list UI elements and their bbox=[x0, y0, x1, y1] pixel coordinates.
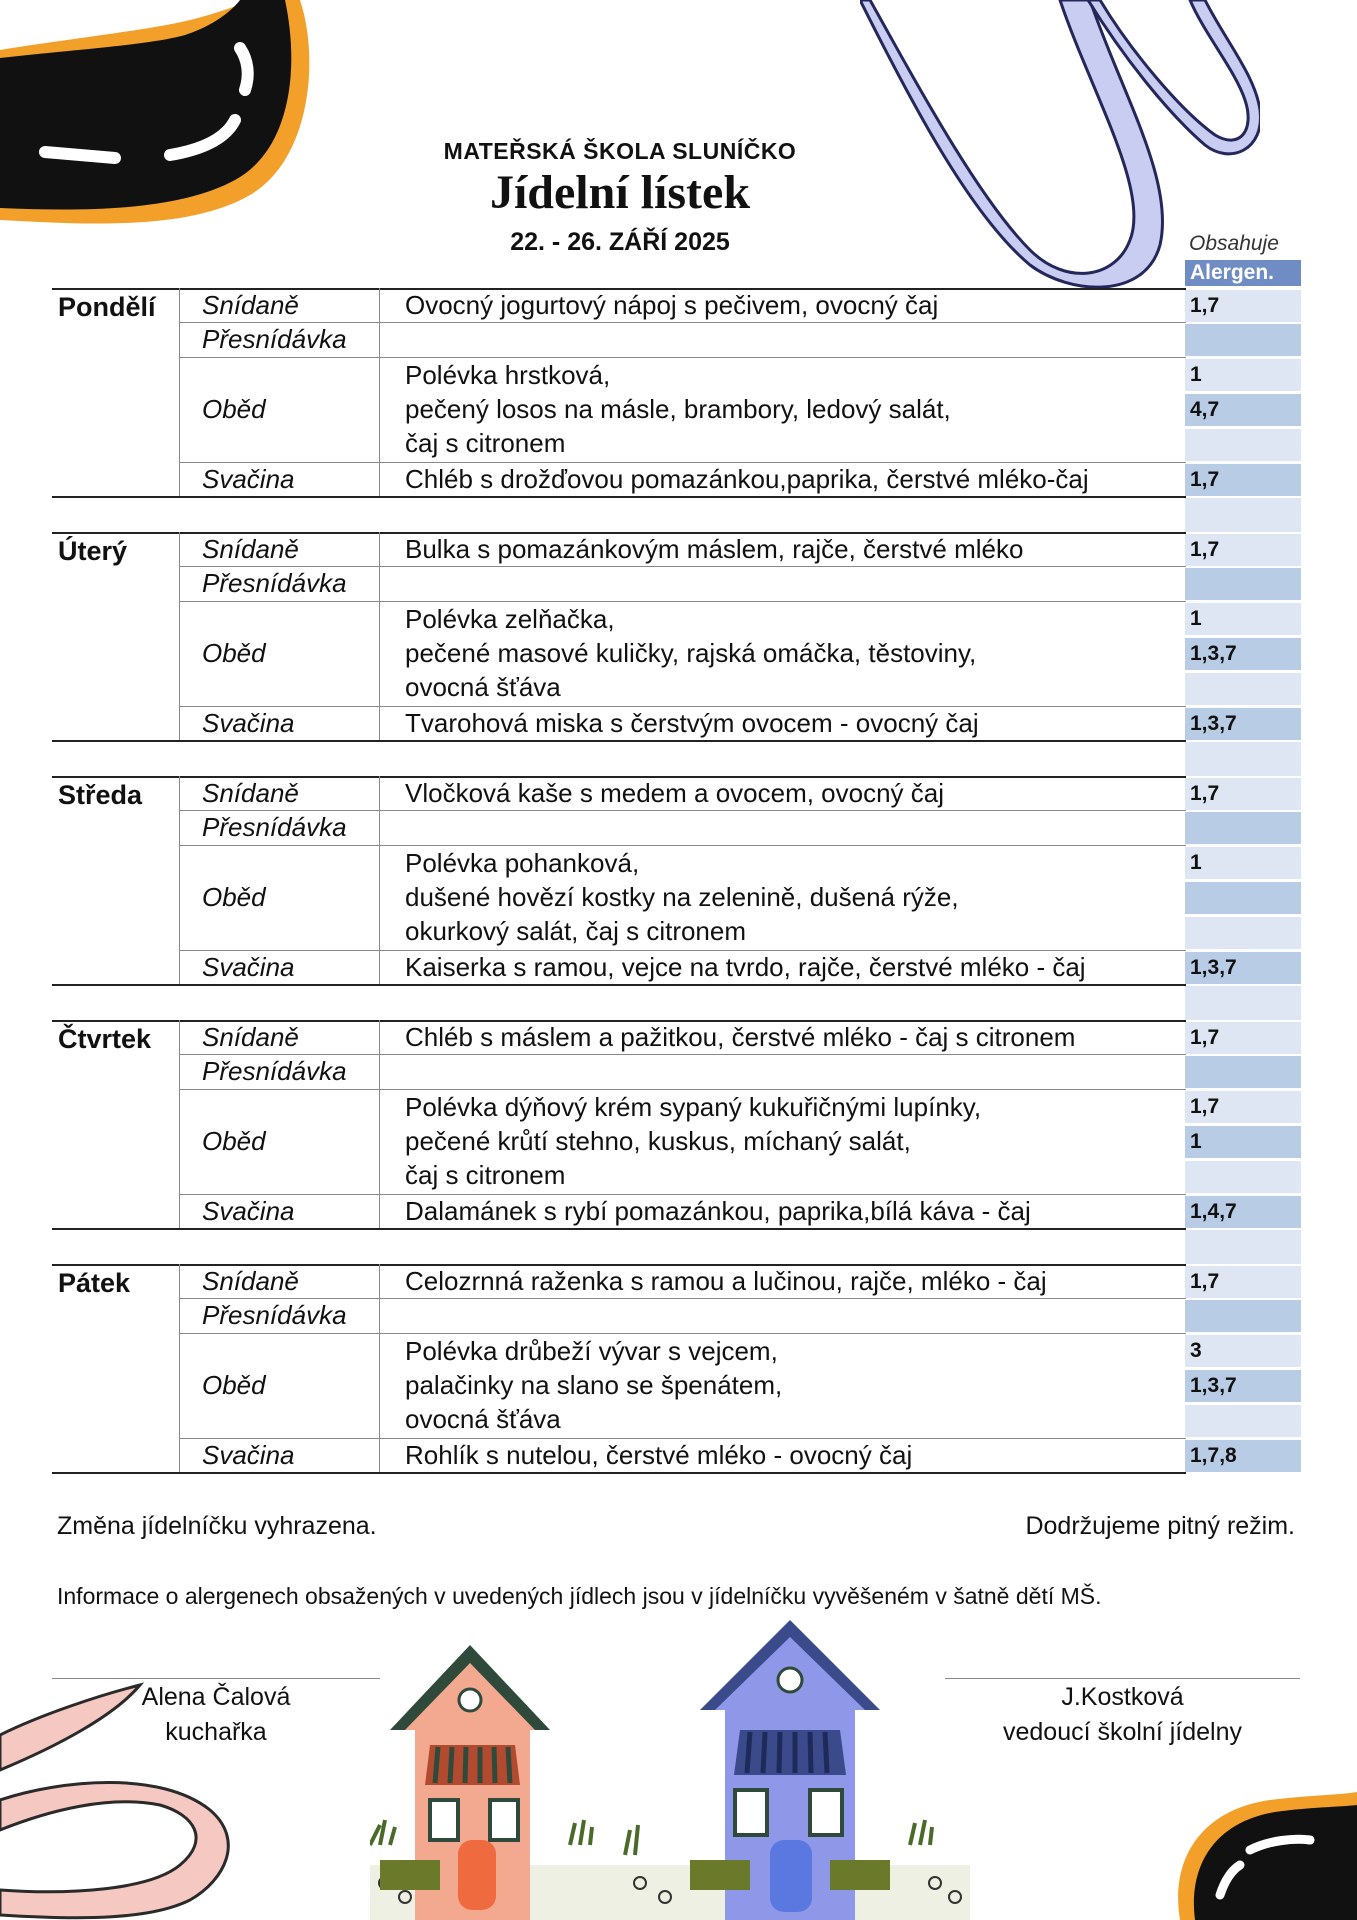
food-lunch-line-1: Polévka zelňačka, bbox=[405, 604, 615, 634]
food-breakfast: Ovocný jogurtový nápoj s pečivem, ovocný čaj bbox=[405, 290, 939, 320]
allergen-column-header: Alergen. bbox=[1185, 260, 1301, 286]
allergen-spacer bbox=[1185, 986, 1301, 1020]
day-block bbox=[52, 1264, 1186, 1476]
allergen-cell: 1,7 bbox=[1185, 290, 1301, 322]
meal-label-morning-snack: Přesnídávka bbox=[202, 812, 347, 842]
meal-label-morning-snack: Přesnídávka bbox=[202, 568, 347, 598]
allergen-contains-label: Obsahuje bbox=[1189, 232, 1279, 255]
allergen-cell: 1,7 bbox=[1185, 1266, 1301, 1298]
food-lunch-line-1: Polévka drůbeží vývar s vejcem, bbox=[405, 1336, 778, 1366]
head-name: J.Kostková bbox=[1061, 1683, 1184, 1711]
allergen-cell bbox=[1185, 1056, 1301, 1088]
day-name: Pátek bbox=[58, 1268, 131, 1298]
allergen-spacer bbox=[1185, 498, 1301, 532]
meal-label-lunch: Oběd bbox=[202, 394, 266, 424]
day-name: Pondělí bbox=[58, 292, 156, 322]
road-decoration-bottom-right bbox=[1160, 1770, 1357, 1920]
meal-label-lunch: Oběd bbox=[202, 882, 266, 912]
day-name: Čtvrtek bbox=[58, 1024, 152, 1054]
allergen-spacer bbox=[1185, 742, 1301, 776]
school-name: MATEŘSKÁ ŠKOLA SLUNÍČKO bbox=[443, 138, 797, 164]
meal-label-afternoon-snack: Svačina bbox=[202, 952, 295, 982]
row-divider bbox=[179, 601, 1186, 602]
food-lunch-line-1: Polévka dýňový krém sypaný kukuřičnými lupínky, bbox=[405, 1092, 982, 1122]
row-divider bbox=[179, 1054, 1186, 1055]
allergen-cell: 1,4,7 bbox=[1185, 1196, 1301, 1228]
column-divider bbox=[179, 288, 180, 496]
cook-role: kuchařka bbox=[165, 1718, 267, 1746]
allergen-cell: 1 bbox=[1185, 359, 1301, 391]
day-name: Středa bbox=[58, 780, 143, 810]
column-divider bbox=[179, 776, 180, 984]
allergen-cell: 1,7 bbox=[1185, 464, 1301, 496]
food-afternoon-snack: Dalamánek s rybí pomazánkou, paprika,bílá káva - čaj bbox=[405, 1196, 1031, 1226]
day-block bbox=[52, 776, 1186, 988]
allergen-info-note: Informace o alergenech obsažených v uvedených jídlech jsou v jídelníčku vyvěšeném v šatně dětí MŠ. bbox=[57, 1583, 1102, 1609]
day-block bbox=[52, 532, 1186, 744]
food-breakfast: Bulka s pomazánkovým máslem, rajče, čerstvé mléko bbox=[405, 534, 1024, 564]
row-divider bbox=[179, 810, 1186, 811]
food-lunch-line-3: ovocná šťáva bbox=[405, 672, 561, 702]
row-divider bbox=[179, 1298, 1186, 1299]
day-block bbox=[52, 1020, 1186, 1232]
allergen-spacer bbox=[1185, 1230, 1301, 1264]
meal-label-breakfast: Snídaně bbox=[202, 778, 299, 808]
allergen-cell: 1,7 bbox=[1185, 1022, 1301, 1054]
column-divider bbox=[379, 288, 380, 496]
meal-label-morning-snack: Přesnídávka bbox=[202, 1056, 347, 1086]
food-lunch-line-2: pečené masové kuličky, rajská omáčka, těstoviny, bbox=[405, 638, 977, 668]
allergen-cell: 1,3,7 bbox=[1185, 952, 1301, 984]
allergen-cell: 1,7 bbox=[1185, 1091, 1301, 1123]
food-breakfast: Chléb s máslem a pažitkou, čerstvé mléko - čaj s citronem bbox=[405, 1022, 1076, 1052]
houses-illustration bbox=[370, 1615, 970, 1920]
menu-dates: 22. - 26. ZÁŘÍ 2025 bbox=[510, 228, 730, 256]
allergen-cell bbox=[1185, 324, 1301, 356]
food-lunch-line-2: palačinky na slano se špenátem, bbox=[405, 1370, 783, 1400]
allergen-cell bbox=[1185, 1161, 1301, 1193]
allergen-cell bbox=[1185, 1405, 1301, 1437]
allergen-cell: 1,3,7 bbox=[1185, 708, 1301, 740]
allergen-cell bbox=[1185, 429, 1301, 461]
meal-label-lunch: Oběd bbox=[202, 1126, 266, 1156]
cook-signature bbox=[52, 1680, 380, 1750]
meal-label-afternoon-snack: Svačina bbox=[202, 1196, 295, 1226]
row-divider bbox=[179, 357, 1186, 358]
meal-label-breakfast: Snídaně bbox=[202, 1266, 299, 1296]
allergen-cell bbox=[1185, 1300, 1301, 1332]
food-afternoon-snack: Tvarohová miska s čerstvým ovocem - ovocný čaj bbox=[405, 708, 979, 738]
head-role: vedoucí školní jídelny bbox=[1002, 1718, 1243, 1746]
day-bottom-rule bbox=[52, 984, 1186, 986]
column-divider bbox=[179, 532, 180, 740]
food-lunch-line-2: dušené hovězí kostky na zelenině, dušená rýže, bbox=[405, 882, 959, 912]
column-divider bbox=[179, 1264, 180, 1472]
day-bottom-rule bbox=[52, 1472, 1186, 1474]
allergen-cell bbox=[1185, 882, 1301, 914]
allergen-cell bbox=[1185, 673, 1301, 705]
allergen-cell: 1,7,8 bbox=[1185, 1440, 1301, 1472]
allergen-cell: 1,3,7 bbox=[1185, 638, 1301, 670]
allergen-cell: 1,3,7 bbox=[1185, 1370, 1301, 1402]
allergen-cell: 1,7 bbox=[1185, 778, 1301, 810]
day-bottom-rule bbox=[52, 740, 1186, 742]
allergen-cell bbox=[1185, 568, 1301, 600]
food-lunch-line-1: Polévka pohanková, bbox=[405, 848, 640, 878]
column-divider bbox=[379, 776, 380, 984]
food-lunch-line-2: pečené krůtí stehno, kuskus, míchaný salát, bbox=[405, 1126, 911, 1156]
column-divider bbox=[179, 1020, 180, 1228]
food-afternoon-snack: Rohlík s nutelou, čerstvé mléko - ovocný čaj bbox=[405, 1440, 913, 1470]
column-divider bbox=[379, 1264, 380, 1472]
column-divider bbox=[379, 1020, 380, 1228]
row-divider bbox=[179, 566, 1186, 567]
meal-label-breakfast: Snídaně bbox=[202, 1022, 299, 1052]
drinking-regime-note: Dodržujeme pitný režim. bbox=[1025, 1512, 1295, 1540]
meal-label-lunch: Oběd bbox=[202, 638, 266, 668]
allergen-cell: 1 bbox=[1185, 603, 1301, 635]
day-block bbox=[52, 288, 1186, 500]
row-divider bbox=[179, 845, 1186, 846]
menu-change-note: Změna jídelníčku vyhrazena. bbox=[57, 1512, 377, 1540]
meal-label-afternoon-snack: Svačina bbox=[202, 1440, 295, 1470]
meal-label-lunch: Oběd bbox=[202, 1370, 266, 1400]
allergen-cell bbox=[1185, 812, 1301, 844]
meal-label-breakfast: Snídaně bbox=[202, 534, 299, 564]
allergen-cell: 1,7 bbox=[1185, 534, 1301, 566]
day-bottom-rule bbox=[52, 496, 1186, 498]
food-breakfast: Celozrnná raženka s ramou a lučinou, rajče, mléko - čaj bbox=[405, 1266, 1047, 1296]
allergen-cell: 4,7 bbox=[1185, 394, 1301, 426]
food-afternoon-snack: Chléb s drožďovou pomazánkou,paprika, čerstvé mléko-čaj bbox=[405, 464, 1089, 494]
food-lunch-line-3: ovocná šťáva bbox=[405, 1404, 561, 1434]
meal-label-breakfast: Snídaně bbox=[202, 290, 299, 320]
food-breakfast: Vločková kaše s medem a ovocem, ovocný čaj bbox=[405, 778, 945, 808]
row-divider bbox=[179, 322, 1186, 323]
food-lunch-line-3: čaj s citronem bbox=[405, 1160, 566, 1190]
meal-label-morning-snack: Přesnídávka bbox=[202, 1300, 347, 1330]
food-lunch-line-3: čaj s citronem bbox=[405, 428, 566, 458]
meal-label-morning-snack: Přesnídávka bbox=[202, 324, 347, 354]
head-signature bbox=[945, 1680, 1300, 1750]
day-bottom-rule bbox=[52, 1228, 1186, 1230]
allergen-cell: 1 bbox=[1185, 847, 1301, 879]
meal-label-afternoon-snack: Svačina bbox=[202, 708, 295, 738]
head-signature-line bbox=[945, 1678, 1300, 1679]
cook-signature-line bbox=[52, 1678, 380, 1679]
page-title: Jídelní lístek bbox=[489, 166, 751, 219]
day-name: Úterý bbox=[58, 536, 128, 566]
food-lunch-line-2: pečený losos na másle, brambory, ledový salát, bbox=[405, 394, 951, 424]
food-lunch-line-3: okurkový salát, čaj s citronem bbox=[405, 916, 747, 946]
cook-name: Alena Čalová bbox=[141, 1683, 291, 1711]
allergen-cell: 3 bbox=[1185, 1335, 1301, 1367]
column-divider bbox=[379, 532, 380, 740]
allergen-cell: 1 bbox=[1185, 1126, 1301, 1158]
allergen-cell bbox=[1185, 917, 1301, 949]
meal-label-afternoon-snack: Svačina bbox=[202, 464, 295, 494]
food-afternoon-snack: Kaiserka s ramou, vejce na tvrdo, rajče, čerstvé mléko - čaj bbox=[405, 952, 1086, 982]
food-lunch-line-1: Polévka hrstková, bbox=[405, 360, 611, 390]
